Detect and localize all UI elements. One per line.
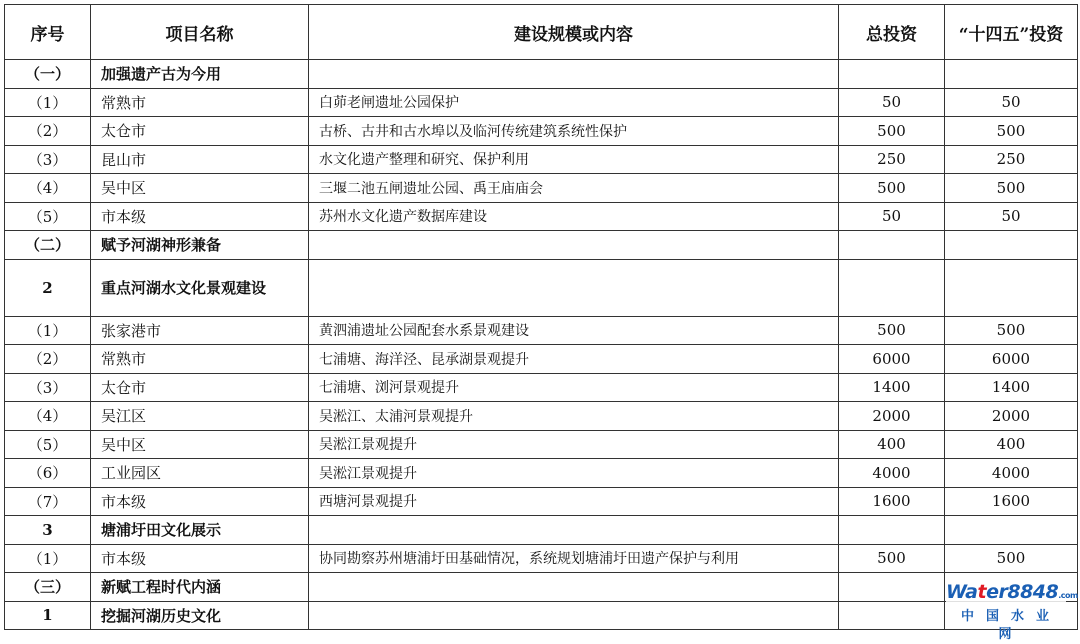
project-content: 吴淞江景观提升 xyxy=(309,430,839,459)
project-content xyxy=(309,516,839,545)
table-row xyxy=(5,516,1078,545)
table-body xyxy=(5,60,1078,630)
total-investment: 6000 xyxy=(839,345,945,374)
project-name: 太仓市 xyxy=(91,117,309,146)
header-plan-investment: “十四五”投资 xyxy=(945,5,1078,60)
project-content: 七浦塘、海洋泾、昆承湖景观提升 xyxy=(309,345,839,374)
project-name: 重点河湖水文化景观建设 xyxy=(91,259,309,316)
table-row xyxy=(5,88,1078,117)
total-investment: 50 xyxy=(839,202,945,231)
plan-investment: 2000 xyxy=(945,402,1078,431)
project-name: 昆山市 xyxy=(91,145,309,174)
project-content: 古桥、古井和古水埠以及临河传统建筑系统性保护 xyxy=(309,117,839,146)
plan-investment xyxy=(945,516,1078,545)
table-row xyxy=(5,544,1078,573)
row-number: （二） xyxy=(5,231,91,260)
watermark-brand: Water8848.com xyxy=(946,581,1078,603)
total-investment: 500 xyxy=(839,544,945,573)
project-content: 吴淞江景观提升 xyxy=(309,459,839,488)
table-row xyxy=(5,345,1078,374)
plan-investment: 50 xyxy=(945,202,1078,231)
project-name: 张家港市 xyxy=(91,316,309,345)
project-content: 白茆老闸遗址公园保护 xyxy=(309,88,839,117)
project-content xyxy=(309,601,839,630)
row-number: （7） xyxy=(5,487,91,516)
project-name: 市本级 xyxy=(91,202,309,231)
project-content xyxy=(309,573,839,602)
project-content: 三堰二池五闸遗址公园、禹王庙庙会 xyxy=(309,174,839,203)
project-content: 西塘河景观提升 xyxy=(309,487,839,516)
plan-investment: 1600 xyxy=(945,487,1078,516)
table-row xyxy=(5,430,1078,459)
project-name: 吴江区 xyxy=(91,402,309,431)
total-investment xyxy=(839,601,945,630)
total-investment: 500 xyxy=(839,316,945,345)
row-number: 3 xyxy=(5,516,91,545)
table-row xyxy=(5,402,1078,431)
plan-investment: 400 xyxy=(945,430,1078,459)
header-no: 序号 xyxy=(5,5,91,60)
row-number: （1） xyxy=(5,316,91,345)
project-name: 新赋工程时代内涵 xyxy=(91,573,309,602)
project-name: 市本级 xyxy=(91,487,309,516)
row-number: 2 xyxy=(5,259,91,316)
row-number: （6） xyxy=(5,459,91,488)
table-row xyxy=(5,117,1078,146)
project-content xyxy=(309,259,839,316)
row-number: 1 xyxy=(5,601,91,630)
total-investment: 1600 xyxy=(839,487,945,516)
project-content: 七浦塘、浏河景观提升 xyxy=(309,373,839,402)
row-number: （3） xyxy=(5,145,91,174)
plan-investment: 500 xyxy=(945,174,1078,203)
total-investment xyxy=(839,231,945,260)
total-investment xyxy=(839,60,945,89)
row-number: （一） xyxy=(5,60,91,89)
project-content: 苏州水文化遗产数据库建设 xyxy=(309,202,839,231)
project-content xyxy=(309,231,839,260)
plan-investment: 6000 xyxy=(945,345,1078,374)
row-number: （4） xyxy=(5,174,91,203)
project-name: 常熟市 xyxy=(91,345,309,374)
project-content: 水文化遗产整理和研究、保护利用 xyxy=(309,145,839,174)
table-row xyxy=(5,202,1078,231)
table-row xyxy=(5,573,1078,602)
total-investment: 4000 xyxy=(839,459,945,488)
row-number: （三） xyxy=(5,573,91,602)
plan-investment: 500 xyxy=(945,117,1078,146)
watermark-subtitle: 中国水业网 xyxy=(960,609,1061,642)
project-content: 协同勘察苏州塘浦圩田基础情况，系统规划塘浦圩田遗产保护与利用 xyxy=(309,544,839,573)
plan-investment: 1400 xyxy=(945,373,1078,402)
project-name: 常熟市 xyxy=(91,88,309,117)
plan-investment: 500 xyxy=(945,544,1078,573)
plan-investment xyxy=(945,231,1078,260)
plan-investment xyxy=(945,60,1078,89)
plan-investment xyxy=(945,259,1078,316)
plan-investment: 4000 xyxy=(945,459,1078,488)
project-name: 加强遗产古为今用 xyxy=(91,60,309,89)
project-name: 吴中区 xyxy=(91,430,309,459)
table-row xyxy=(5,316,1078,345)
project-content xyxy=(309,60,839,89)
total-investment xyxy=(839,516,945,545)
row-number: （1） xyxy=(5,544,91,573)
row-number: （2） xyxy=(5,345,91,374)
project-content: 吴淞江、太浦河景观提升 xyxy=(309,402,839,431)
project-name: 太仓市 xyxy=(91,373,309,402)
row-number: （3） xyxy=(5,373,91,402)
table-row xyxy=(5,145,1078,174)
table-row xyxy=(5,373,1078,402)
watermark-logo xyxy=(946,580,1078,642)
table-header-row xyxy=(5,5,1078,60)
row-number: （5） xyxy=(5,202,91,231)
project-name: 挖掘河湖历史文化 xyxy=(91,601,309,630)
row-number: （5） xyxy=(5,430,91,459)
plan-investment: 250 xyxy=(945,145,1078,174)
plan-investment: 500 xyxy=(945,316,1078,345)
project-name: 工业园区 xyxy=(91,459,309,488)
header-project-name: 项目名称 xyxy=(91,5,309,60)
total-investment: 50 xyxy=(839,88,945,117)
total-investment: 250 xyxy=(839,145,945,174)
header-content: 建设规模或内容 xyxy=(309,5,839,60)
total-investment xyxy=(839,573,945,602)
header-total-investment: 总投资 xyxy=(839,5,945,60)
row-number: （1） xyxy=(5,88,91,117)
total-investment: 500 xyxy=(839,117,945,146)
row-number: （4） xyxy=(5,402,91,431)
plan-investment: 50 xyxy=(945,88,1078,117)
total-investment: 2000 xyxy=(839,402,945,431)
table-row xyxy=(5,231,1078,260)
table-row xyxy=(5,60,1078,89)
total-investment xyxy=(839,259,945,316)
table-row xyxy=(5,487,1078,516)
project-name: 吴中区 xyxy=(91,174,309,203)
table-row xyxy=(5,259,1078,316)
project-name: 赋予河湖神形兼备 xyxy=(91,231,309,260)
total-investment: 500 xyxy=(839,174,945,203)
row-number: （2） xyxy=(5,117,91,146)
total-investment: 1400 xyxy=(839,373,945,402)
total-investment: 400 xyxy=(839,430,945,459)
table-row xyxy=(5,601,1078,630)
table-row xyxy=(5,174,1078,203)
project-name: 塘浦圩田文化展示 xyxy=(91,516,309,545)
project-investment-table xyxy=(4,4,1078,630)
project-name: 市本级 xyxy=(91,544,309,573)
project-content: 黄泗浦遗址公园配套水系景观建设 xyxy=(309,316,839,345)
table-row xyxy=(5,459,1078,488)
